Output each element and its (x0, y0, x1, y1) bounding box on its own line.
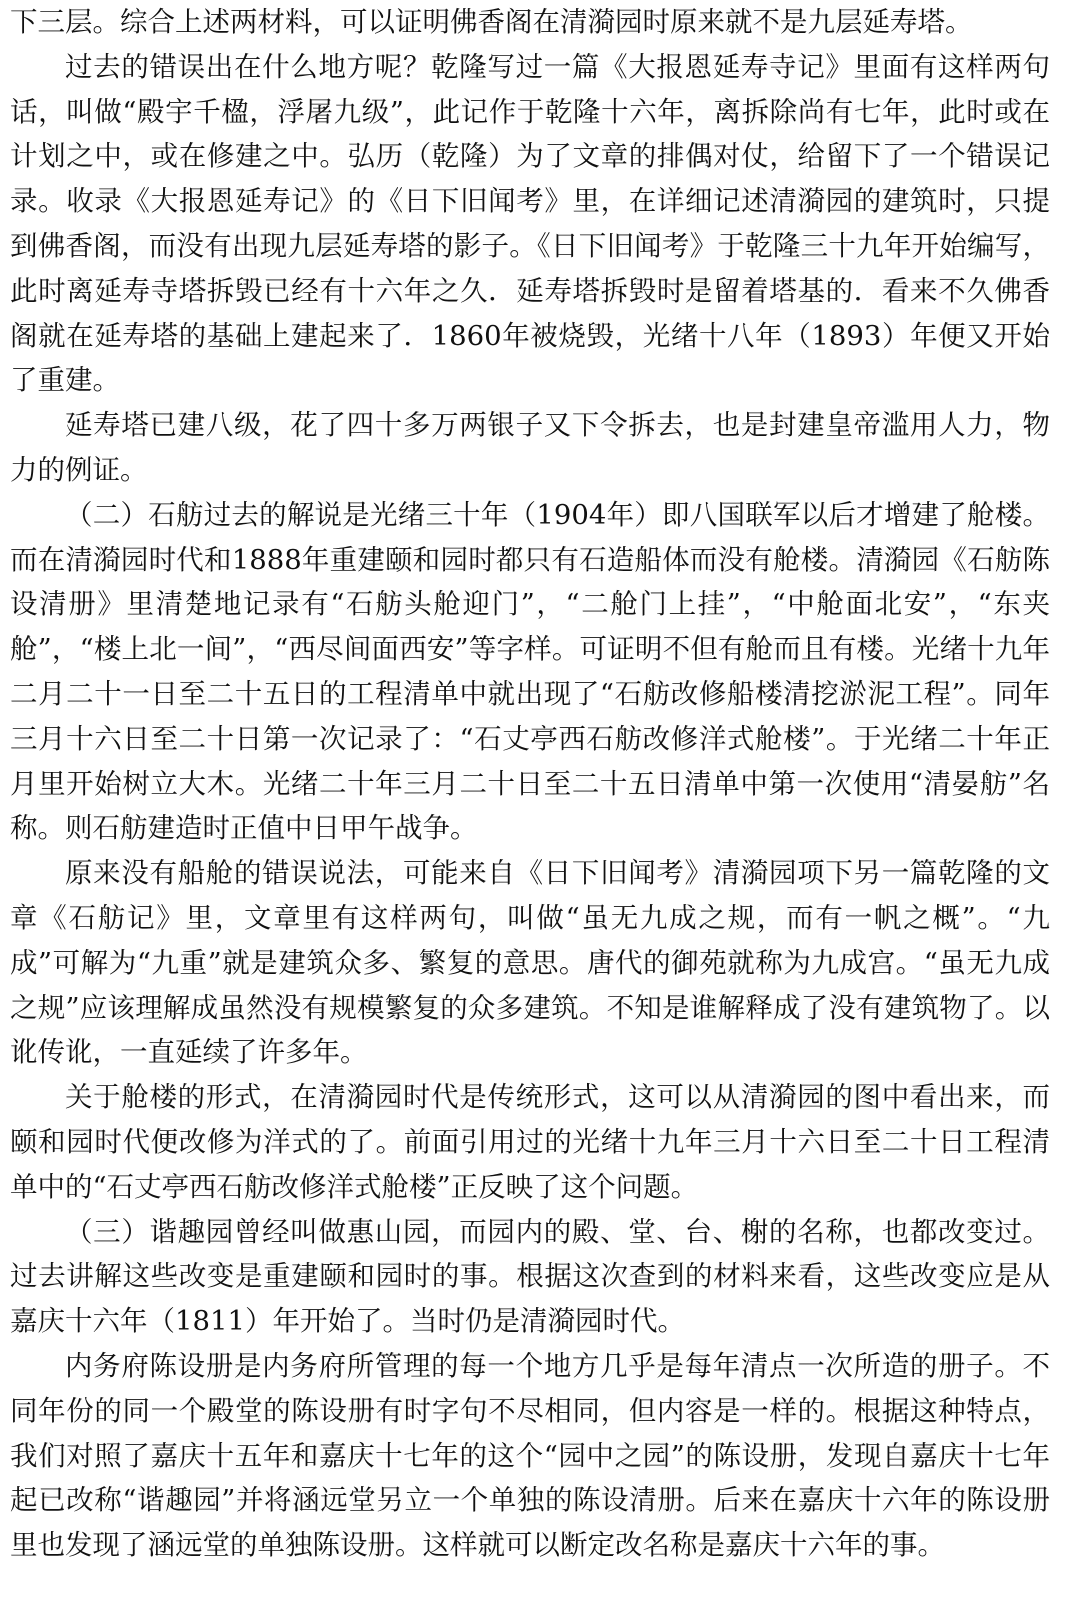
paragraph-stone-boat-error: 原来没有船舱的错误说法，可能来自《日下旧闻考》清漪园项下另一篇乾隆的文章《石舫记》里，文章里有这样两句，叫做“虽无九成之规，而有一帆之概”。“九成”可解为“九重”就是建筑众多、繁复的意思。唐代的御苑就称为九成宫。“虽无九成之规”应该理解成虽然没有规模繁复的众多建筑。不知是谁解释成了没有建筑物了。以讹传讹，一直延续了许多年。 (10, 857, 1050, 1069)
paragraph-yanshou-pagoda-cost: 延寿塔已建八级，花了四十多万两银子又下令拆去，也是封建皇帝滥用人力，物力的例证。 (10, 409, 1050, 486)
paragraph-continued: 下三层。综合上述两材料，可以证明佛香阁在清漪园时原来就不是九层延寿塔。 (10, 6, 973, 38)
paragraph-inventory-records: 内务府陈设册是内务府所管理的每一个地方几乎是每年清点一次所造的册子。不同年份的同一个殿堂的陈设册有时字句不尽相同，但内容是一样的。根据这种特点，我们对照了嘉庆十五年和嘉庆十七年的这个“园中之园”的陈设册，发现自嘉庆十七年起已改称“谐趣园”并将涵远堂另立一个单独的陈设清册。后来在嘉庆十六年的陈设册里也发现了涵远堂的单独陈设册。这样就可以断定改名称是嘉庆十六年的事。 (10, 1349, 1050, 1562)
paragraph-xiequ-garden: （三）谐趣园曾经叫做惠山园，而园内的殿、堂、台、榭的名称，也都改变过。过去讲解这些改变是重建颐和园时的事。根据这次查到的材料来看，这些改变应是从嘉庆十六年（1811）年开始了。当时仍是清漪园时代。 (10, 1215, 1050, 1338)
body-text (10, 0, 1050, 1568)
paragraph-stone-boat: （二）石舫过去的解说是光绪三十年（1904年）即八国联军以后才增建了舱楼。而在清漪园时代和1888年重建颐和园时都只有石造船体而没有舱楼。清漪园《石舫陈设清册》里清楚地记录有“石舫头舱迎门”，“二舱门上挂”，“中舱面北安”，“东夹舱”，“楼上北一间”，“西尽间面西安”等字样。可证明不但有舱而且有楼。光绪十九年二月二十一日至二十五日的工程清单中就出现了“石舫改修船楼清挖淤泥工程”。同年三月十六日至二十日第一次记录了：“石丈亭西石舫改修洋式舱楼”。于光绪二十年正月里开始树立大木。光绪二十年三月二十日至二十五日清单中第一次使用“清晏舫”名称。则石舫建造时正值中日甲午战争。 (10, 498, 1050, 845)
paragraph-cabin-style: 关于舱楼的形式，在清漪园时代是传统形式，这可以从清漪园的图中看出来，而颐和园时代便改修为洋式的了。前面引用过的光绪十九年三月十六日至二十日工程清单中的“石丈亭西石舫改修洋式舱楼”正反映了这个问题。 (10, 1081, 1050, 1203)
paragraph-yanshou-pagoda-error: 过去的错误出在什么地方呢？乾隆写过一篇《大报恩延寿寺记》里面有这样两句话，叫做“殿宇千楹，浮屠九级”，此记作于乾隆十六年，离拆除尚有七年，此时或在计划之中，或在修建之中。弘历（乾隆）为了文章的排偶对仗，给留下了一个错误记录。收录《大报恩延寿记》的《日下旧闻考》里，在详细记述清漪园的建筑时，只提到佛香阁，而没有出现九层延寿塔的影子。《日下旧闻考》于乾隆三十九年开始编写，此时离延寿寺塔拆毁已经有十六年之久．延寿塔拆毁时是留着塔基的．看来不久佛香阁就在延寿塔的基础上建起来了．1860年被烧毁，光绪十八年（1893）年便又开始了重建。 (10, 50, 1050, 397)
